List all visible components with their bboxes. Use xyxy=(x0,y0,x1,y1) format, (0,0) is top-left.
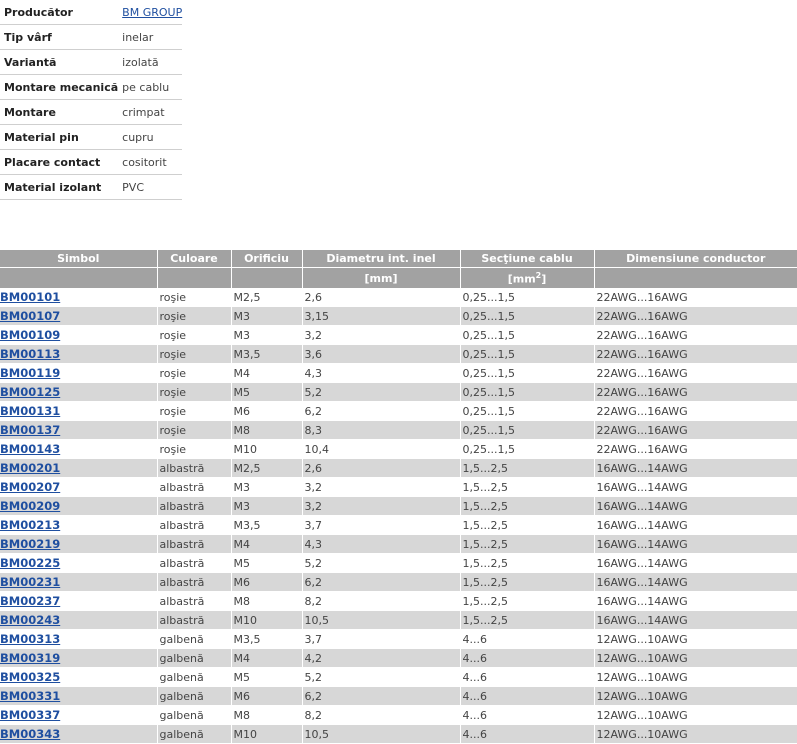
spec-label: Placare contact xyxy=(0,150,118,175)
conductor-size-cell: 16AWG...14AWG xyxy=(594,459,797,478)
color-cell: galbenă xyxy=(157,687,231,706)
table-row xyxy=(0,611,797,630)
wire-section-cell: 4...6 xyxy=(460,725,594,744)
table-row xyxy=(0,326,797,345)
hole-cell: M4 xyxy=(231,364,302,383)
spec-label: Variantă xyxy=(0,50,118,75)
color-cell: roşie xyxy=(157,383,231,402)
inner-diameter-cell: 2,6 xyxy=(302,459,460,478)
symbol-link[interactable]: BM00201 xyxy=(0,461,61,475)
symbol-link[interactable]: BM00331 xyxy=(0,689,61,703)
spec-row xyxy=(0,175,182,200)
hole-cell: M8 xyxy=(231,706,302,725)
symbol-link[interactable]: BM00109 xyxy=(0,328,61,342)
conductor-size-cell: 12AWG...10AWG xyxy=(594,668,797,687)
conductor-size-cell: 16AWG...14AWG xyxy=(594,554,797,573)
table-row xyxy=(0,345,797,364)
conductor-size-cell: 22AWG...16AWG xyxy=(594,364,797,383)
manufacturer-link[interactable]: BM GROUP xyxy=(122,5,183,19)
color-cell: roşie xyxy=(157,364,231,383)
table-row xyxy=(0,573,797,592)
header-simbol: Simbol xyxy=(0,250,157,268)
symbol-cell xyxy=(0,649,157,668)
conductor-size-cell: 22AWG...16AWG xyxy=(594,383,797,402)
color-cell: albastră xyxy=(157,554,231,573)
hole-cell: M4 xyxy=(231,649,302,668)
table-row xyxy=(0,535,797,554)
symbol-link[interactable]: BM00337 xyxy=(0,708,61,722)
spec-label: Material pin xyxy=(0,125,118,150)
wire-section-cell: 0,25...1,5 xyxy=(460,440,594,459)
wire-section-cell: 0,25...1,5 xyxy=(460,326,594,345)
spec-row xyxy=(0,100,182,125)
color-cell: albastră xyxy=(157,592,231,611)
symbol-link[interactable]: BM00225 xyxy=(0,556,61,570)
inner-diameter-cell: 3,7 xyxy=(302,516,460,535)
conductor-size-cell: 16AWG...14AWG xyxy=(594,611,797,630)
spec-label: Tip vârf xyxy=(0,25,118,50)
symbol-link[interactable]: BM00119 xyxy=(0,366,61,380)
wire-section-cell: 0,25...1,5 xyxy=(460,307,594,326)
symbol-cell xyxy=(0,307,157,326)
symbol-cell xyxy=(0,497,157,516)
spec-row xyxy=(0,150,182,175)
spec-row xyxy=(0,75,182,100)
table-row xyxy=(0,383,797,402)
hole-cell: M2,5 xyxy=(231,459,302,478)
color-cell: roşie xyxy=(157,345,231,364)
unit-empty xyxy=(0,268,157,289)
conductor-size-cell: 22AWG...16AWG xyxy=(594,307,797,326)
inner-diameter-cell: 8,2 xyxy=(302,592,460,611)
wire-section-cell: 1,5...2,5 xyxy=(460,459,594,478)
color-cell: albastră xyxy=(157,611,231,630)
wire-section-cell: 4...6 xyxy=(460,668,594,687)
conductor-size-cell: 16AWG...14AWG xyxy=(594,478,797,497)
inner-diameter-cell: 5,2 xyxy=(302,668,460,687)
hole-cell: M6 xyxy=(231,573,302,592)
hole-cell: M5 xyxy=(231,383,302,402)
symbol-link[interactable]: BM00243 xyxy=(0,613,61,627)
hole-cell: M3,5 xyxy=(231,630,302,649)
symbol-link[interactable]: BM00231 xyxy=(0,575,61,589)
symbol-link[interactable]: BM00237 xyxy=(0,594,61,608)
symbol-link[interactable]: BM00125 xyxy=(0,385,61,399)
inner-diameter-cell: 8,3 xyxy=(302,421,460,440)
hole-cell: M8 xyxy=(231,421,302,440)
inner-diameter-cell: 3,6 xyxy=(302,345,460,364)
symbol-cell xyxy=(0,668,157,687)
wire-section-cell: 0,25...1,5 xyxy=(460,383,594,402)
wire-section-cell: 1,5...2,5 xyxy=(460,516,594,535)
spec-value: izolată xyxy=(118,50,182,75)
table-row xyxy=(0,307,797,326)
table-row xyxy=(0,630,797,649)
header-diametru: Diametru int. inel xyxy=(302,250,460,268)
color-cell: galbenă xyxy=(157,649,231,668)
unit-empty xyxy=(231,268,302,289)
symbol-cell xyxy=(0,288,157,307)
conductor-size-cell: 16AWG...14AWG xyxy=(594,573,797,592)
wire-section-cell: 0,25...1,5 xyxy=(460,421,594,440)
specs-table xyxy=(0,0,182,200)
symbol-cell xyxy=(0,592,157,611)
wire-section-cell: 4...6 xyxy=(460,630,594,649)
color-cell: roşie xyxy=(157,288,231,307)
hole-cell: M10 xyxy=(231,611,302,630)
table-row xyxy=(0,554,797,573)
conductor-size-cell: 16AWG...14AWG xyxy=(594,516,797,535)
symbol-link[interactable]: BM00113 xyxy=(0,347,61,361)
inner-diameter-cell: 6,2 xyxy=(302,402,460,421)
conductor-size-cell: 22AWG...16AWG xyxy=(594,421,797,440)
inner-diameter-cell: 4,3 xyxy=(302,535,460,554)
color-cell: galbenă xyxy=(157,725,231,744)
inner-diameter-cell: 10,5 xyxy=(302,611,460,630)
hole-cell: M5 xyxy=(231,668,302,687)
symbol-cell xyxy=(0,535,157,554)
hole-cell: M6 xyxy=(231,687,302,706)
header-dimensiune: Dimensiune conductor xyxy=(594,250,797,268)
header-culoare: Culoare xyxy=(157,250,231,268)
color-cell: roşie xyxy=(157,402,231,421)
color-cell: roşie xyxy=(157,326,231,345)
table-row xyxy=(0,421,797,440)
inner-diameter-cell: 10,5 xyxy=(302,725,460,744)
header-orificiu: Orificiu xyxy=(231,250,302,268)
wire-section-cell: 0,25...1,5 xyxy=(460,364,594,383)
symbol-link[interactable]: BM00213 xyxy=(0,518,61,532)
symbol-cell xyxy=(0,687,157,706)
hole-cell: M8 xyxy=(231,592,302,611)
table-row xyxy=(0,402,797,421)
color-cell: albastră xyxy=(157,459,231,478)
symbol-cell xyxy=(0,364,157,383)
symbol-link[interactable]: BM00137 xyxy=(0,423,61,437)
inner-diameter-cell: 10,4 xyxy=(302,440,460,459)
unit-empty xyxy=(594,268,797,289)
symbol-link[interactable]: BM00313 xyxy=(0,632,61,646)
conductor-size-cell: 22AWG...16AWG xyxy=(594,402,797,421)
conductor-size-cell: 16AWG...14AWG xyxy=(594,497,797,516)
table-row xyxy=(0,706,797,725)
hole-cell: M6 xyxy=(231,402,302,421)
spec-value: crimpat xyxy=(118,100,182,125)
table-row xyxy=(0,592,797,611)
hole-cell: M5 xyxy=(231,554,302,573)
symbol-cell xyxy=(0,478,157,497)
symbol-cell xyxy=(0,573,157,592)
color-cell: galbenă xyxy=(157,668,231,687)
hole-cell: M3 xyxy=(231,326,302,345)
conductor-size-cell: 22AWG...16AWG xyxy=(594,345,797,364)
color-cell: galbenă xyxy=(157,630,231,649)
symbol-cell xyxy=(0,345,157,364)
inner-diameter-cell: 3,15 xyxy=(302,307,460,326)
spec-value: cositorit xyxy=(118,150,182,175)
symbol-cell xyxy=(0,554,157,573)
hole-cell: M10 xyxy=(231,725,302,744)
spec-row xyxy=(0,25,182,50)
inner-diameter-cell: 3,2 xyxy=(302,478,460,497)
conductor-size-cell: 16AWG...14AWG xyxy=(594,535,797,554)
spec-value: pe cablu xyxy=(118,75,182,100)
wire-section-cell: 4...6 xyxy=(460,706,594,725)
symbol-cell xyxy=(0,402,157,421)
wire-section-cell: 1,5...2,5 xyxy=(460,611,594,630)
wire-section-cell: 1,5...2,5 xyxy=(460,497,594,516)
color-cell: albastră xyxy=(157,516,231,535)
symbol-link[interactable]: BM00209 xyxy=(0,499,61,513)
wire-section-cell: 1,5...2,5 xyxy=(460,478,594,497)
symbol-cell xyxy=(0,725,157,744)
color-cell: roşie xyxy=(157,307,231,326)
symbol-cell xyxy=(0,459,157,478)
color-cell: albastră xyxy=(157,535,231,554)
inner-diameter-cell: 6,2 xyxy=(302,573,460,592)
conductor-size-cell: 12AWG...10AWG xyxy=(594,706,797,725)
color-cell: galbenă xyxy=(157,706,231,725)
spec-row xyxy=(0,125,182,150)
hole-cell: M2,5 xyxy=(231,288,302,307)
color-cell: albastră xyxy=(157,497,231,516)
symbol-link[interactable]: BM00219 xyxy=(0,537,61,551)
conductor-size-cell: 12AWG...10AWG xyxy=(594,725,797,744)
inner-diameter-cell: 3,2 xyxy=(302,497,460,516)
spec-value-cell xyxy=(118,0,182,25)
hole-cell: M10 xyxy=(231,440,302,459)
inner-diameter-cell: 3,2 xyxy=(302,326,460,345)
color-cell: albastră xyxy=(157,478,231,497)
symbol-cell xyxy=(0,706,157,725)
symbol-cell xyxy=(0,383,157,402)
spec-label: Producător xyxy=(0,0,118,25)
inner-diameter-cell: 4,2 xyxy=(302,649,460,668)
table-row xyxy=(0,478,797,497)
hole-cell: M3 xyxy=(231,307,302,326)
products-table xyxy=(0,250,797,744)
spec-label: Montare xyxy=(0,100,118,125)
conductor-size-cell: 12AWG...10AWG xyxy=(594,687,797,706)
conductor-size-cell: 22AWG...16AWG xyxy=(594,440,797,459)
table-row xyxy=(0,725,797,744)
hole-cell: M3 xyxy=(231,497,302,516)
symbol-cell xyxy=(0,516,157,535)
inner-diameter-cell: 4,3 xyxy=(302,364,460,383)
spec-value: cupru xyxy=(118,125,182,150)
wire-section-cell: 1,5...2,5 xyxy=(460,535,594,554)
conductor-size-cell: 16AWG...14AWG xyxy=(594,592,797,611)
wire-section-cell: 0,25...1,5 xyxy=(460,288,594,307)
inner-diameter-cell: 5,2 xyxy=(302,554,460,573)
symbol-link[interactable]: BM00319 xyxy=(0,651,61,665)
spec-label: Montare mecanică xyxy=(0,75,118,100)
conductor-size-cell: 12AWG...10AWG xyxy=(594,649,797,668)
wire-section-cell: 4...6 xyxy=(460,649,594,668)
table-row xyxy=(0,364,797,383)
wire-section-cell: 0,25...1,5 xyxy=(460,345,594,364)
table-row xyxy=(0,687,797,706)
spec-value: PVC xyxy=(118,175,182,200)
wire-section-cell: 1,5...2,5 xyxy=(460,592,594,611)
symbol-link[interactable]: BM00107 xyxy=(0,309,61,323)
conductor-size-cell: 12AWG...10AWG xyxy=(594,630,797,649)
inner-diameter-cell: 8,2 xyxy=(302,706,460,725)
unit-diameter: [mm] xyxy=(302,268,460,289)
header-sectiune: Secţiune cablu xyxy=(460,250,594,268)
table-row xyxy=(0,288,797,307)
hole-cell: M3,5 xyxy=(231,345,302,364)
symbol-cell xyxy=(0,326,157,345)
spec-row xyxy=(0,50,182,75)
table-row xyxy=(0,440,797,459)
table-row xyxy=(0,649,797,668)
inner-diameter-cell: 5,2 xyxy=(302,383,460,402)
hole-cell: M4 xyxy=(231,535,302,554)
wire-section-cell: 0,25...1,5 xyxy=(460,402,594,421)
spec-value: inelar xyxy=(118,25,182,50)
symbol-cell xyxy=(0,630,157,649)
color-cell: roşie xyxy=(157,421,231,440)
spec-label: Material izolant xyxy=(0,175,118,200)
symbol-cell xyxy=(0,440,157,459)
inner-diameter-cell: 6,2 xyxy=(302,687,460,706)
inner-diameter-cell: 2,6 xyxy=(302,288,460,307)
color-cell: roşie xyxy=(157,440,231,459)
conductor-size-cell: 22AWG...16AWG xyxy=(594,326,797,345)
hole-cell: M3 xyxy=(231,478,302,497)
wire-section-cell: 4...6 xyxy=(460,687,594,706)
unit-empty xyxy=(157,268,231,289)
table-row xyxy=(0,668,797,687)
conductor-size-cell: 22AWG...16AWG xyxy=(594,288,797,307)
wire-section-cell: 1,5...2,5 xyxy=(460,573,594,592)
symbol-cell xyxy=(0,421,157,440)
symbol-link[interactable]: BM00143 xyxy=(0,442,61,456)
color-cell: albastră xyxy=(157,573,231,592)
table-row xyxy=(0,516,797,535)
wire-section-cell: 1,5...2,5 xyxy=(460,554,594,573)
symbol-link[interactable]: BM00101 xyxy=(0,290,61,304)
symbol-link[interactable]: BM00343 xyxy=(0,727,61,741)
spec-row xyxy=(0,0,182,25)
inner-diameter-cell: 3,7 xyxy=(302,630,460,649)
symbol-cell xyxy=(0,611,157,630)
symbol-link[interactable]: BM00131 xyxy=(0,404,61,418)
symbol-link[interactable]: BM00325 xyxy=(0,670,61,684)
table-row xyxy=(0,497,797,516)
table-row xyxy=(0,459,797,478)
hole-cell: M3,5 xyxy=(231,516,302,535)
symbol-link[interactable]: BM00207 xyxy=(0,480,61,494)
unit-section: $[mm^2]$ xyxy=(460,268,594,289)
